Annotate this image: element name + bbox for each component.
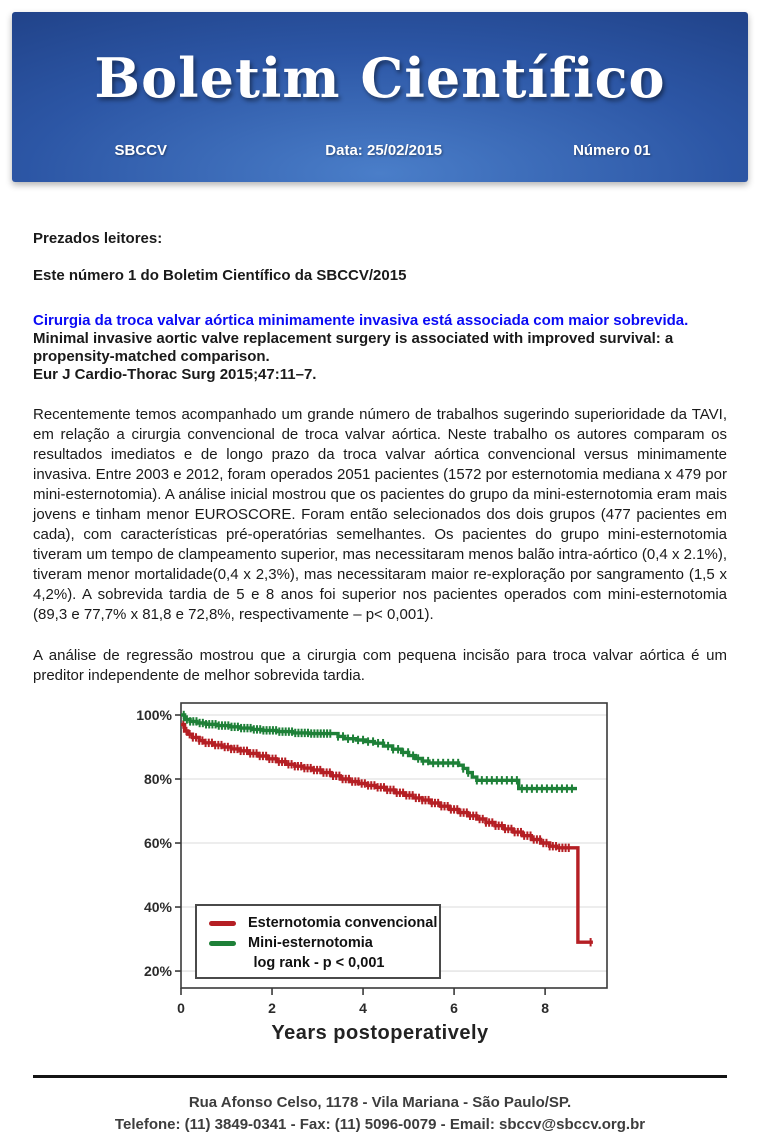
intro-line: Este número 1 do Boletim Científico da SBCCV/2015 xyxy=(33,267,407,284)
svg-text:6: 6 xyxy=(450,1000,458,1016)
footer-address: Rua Afonso Celso, 1178 - Vila Mariana - São Paulo/SP. xyxy=(188,1094,572,1111)
article-reference: Eur J Cardio-Thorac Surg 2015;47:11–7. xyxy=(33,366,317,383)
legend-item-mini xyxy=(209,933,429,953)
legend-item-conventional xyxy=(209,913,438,933)
footer-divider xyxy=(33,1075,727,1078)
chart-legend xyxy=(195,904,441,979)
svg-text:4: 4 xyxy=(359,1000,367,1016)
svg-text:100%: 100% xyxy=(136,707,172,724)
header-subrow xyxy=(12,142,748,162)
svg-text:60%: 60% xyxy=(143,835,172,852)
legend-swatch-green xyxy=(209,941,236,946)
svg-text:8: 8 xyxy=(541,1000,550,1016)
svg-text:0: 0 xyxy=(177,1000,185,1016)
header-date: Data: 25/02/2015 xyxy=(325,142,443,159)
legend-label-mini: Mini-esternotomia xyxy=(248,935,373,951)
header-issue: Número 01 xyxy=(573,142,651,159)
header-banner xyxy=(12,12,748,182)
x-axis-label: Years postoperatively xyxy=(271,1022,489,1044)
article-paragraph-2: A análise de regressão mostrou que a cirurgia com pequena incisão para troca valvar aórtica é um preditor independente de melhor sobrevida tardia. xyxy=(33,647,727,684)
article-heading xyxy=(33,312,727,384)
survival-chart-plot xyxy=(130,694,630,1044)
survival-chart xyxy=(130,694,630,1045)
svg-text:80%: 80% xyxy=(143,771,172,788)
footer-contact: Telefone: (11) 3849-0341 - Fax: (11) 5096-0079 - Email: sbccv@sbccv.org.br xyxy=(114,1116,646,1133)
article-title-pt: Cirurgia da troca valvar aórtica minimamente invasiva está associada com maior sobrevida. xyxy=(33,312,689,329)
header-org: SBCCV xyxy=(114,142,168,159)
document-body xyxy=(0,230,760,686)
legend-swatch-red xyxy=(209,921,236,926)
footer xyxy=(0,1092,760,1136)
svg-text:40%: 40% xyxy=(143,899,172,916)
article-paragraph-1: Recentemente temos acompanhado um grande número de trabalhos sugerindo superioridade da TAVI, em relação a cirurgia convencional de troca valvar aórtica. Neste trabalho os autores comparam os resultados imediatos e de longo prazo da troca valvar aórtica convencional versus minimamente invasiva. Entre 2003 e 2012, foram operados 2051 pacientes (1572 por esternotomia mediana x 479 por mini-esternotomia). A análise inicial mostrou que os pacientes do grupo da mini-esternotomia eram mais jovens e tinham menor EUROSCORE. Foram então selecionados dos dois grupos (477 pacientes em cada), com características pré-operatórias semelhantes. Os pacientes do grupo mini-esternotomia tiveram um tempo de clampeamento superior, mas necessitaram menos balão intra-aórtico (0,4 x 2.1%), tiveram menor mortalidade(0,4 x 2,3%), mas necessitaram maior re-exploração por sangramento (1,5 x 4,2%). A sobrevida tardia de 5 e 8 anos foi superior nos pacientes operados com mini-esternotomia (89,3 e 77,7% x 81,8 e 72,8%, respectivamente – p< 0,001). xyxy=(33,406,727,623)
legend-label-conventional: Esternotomia convencional xyxy=(248,915,438,931)
legend-logrank-note: log rank - p < 0,001 xyxy=(253,955,385,971)
newsletter-title: Boletim Científico xyxy=(94,46,666,110)
article-title-en: Minimal invasive aortic valve replacement surgery is associated with improved survival: a propensity-matched comparison. xyxy=(33,330,674,365)
svg-text:20%: 20% xyxy=(143,963,172,980)
svg-text:2: 2 xyxy=(268,1000,276,1016)
salutation: Prezados leitores: xyxy=(33,230,163,247)
